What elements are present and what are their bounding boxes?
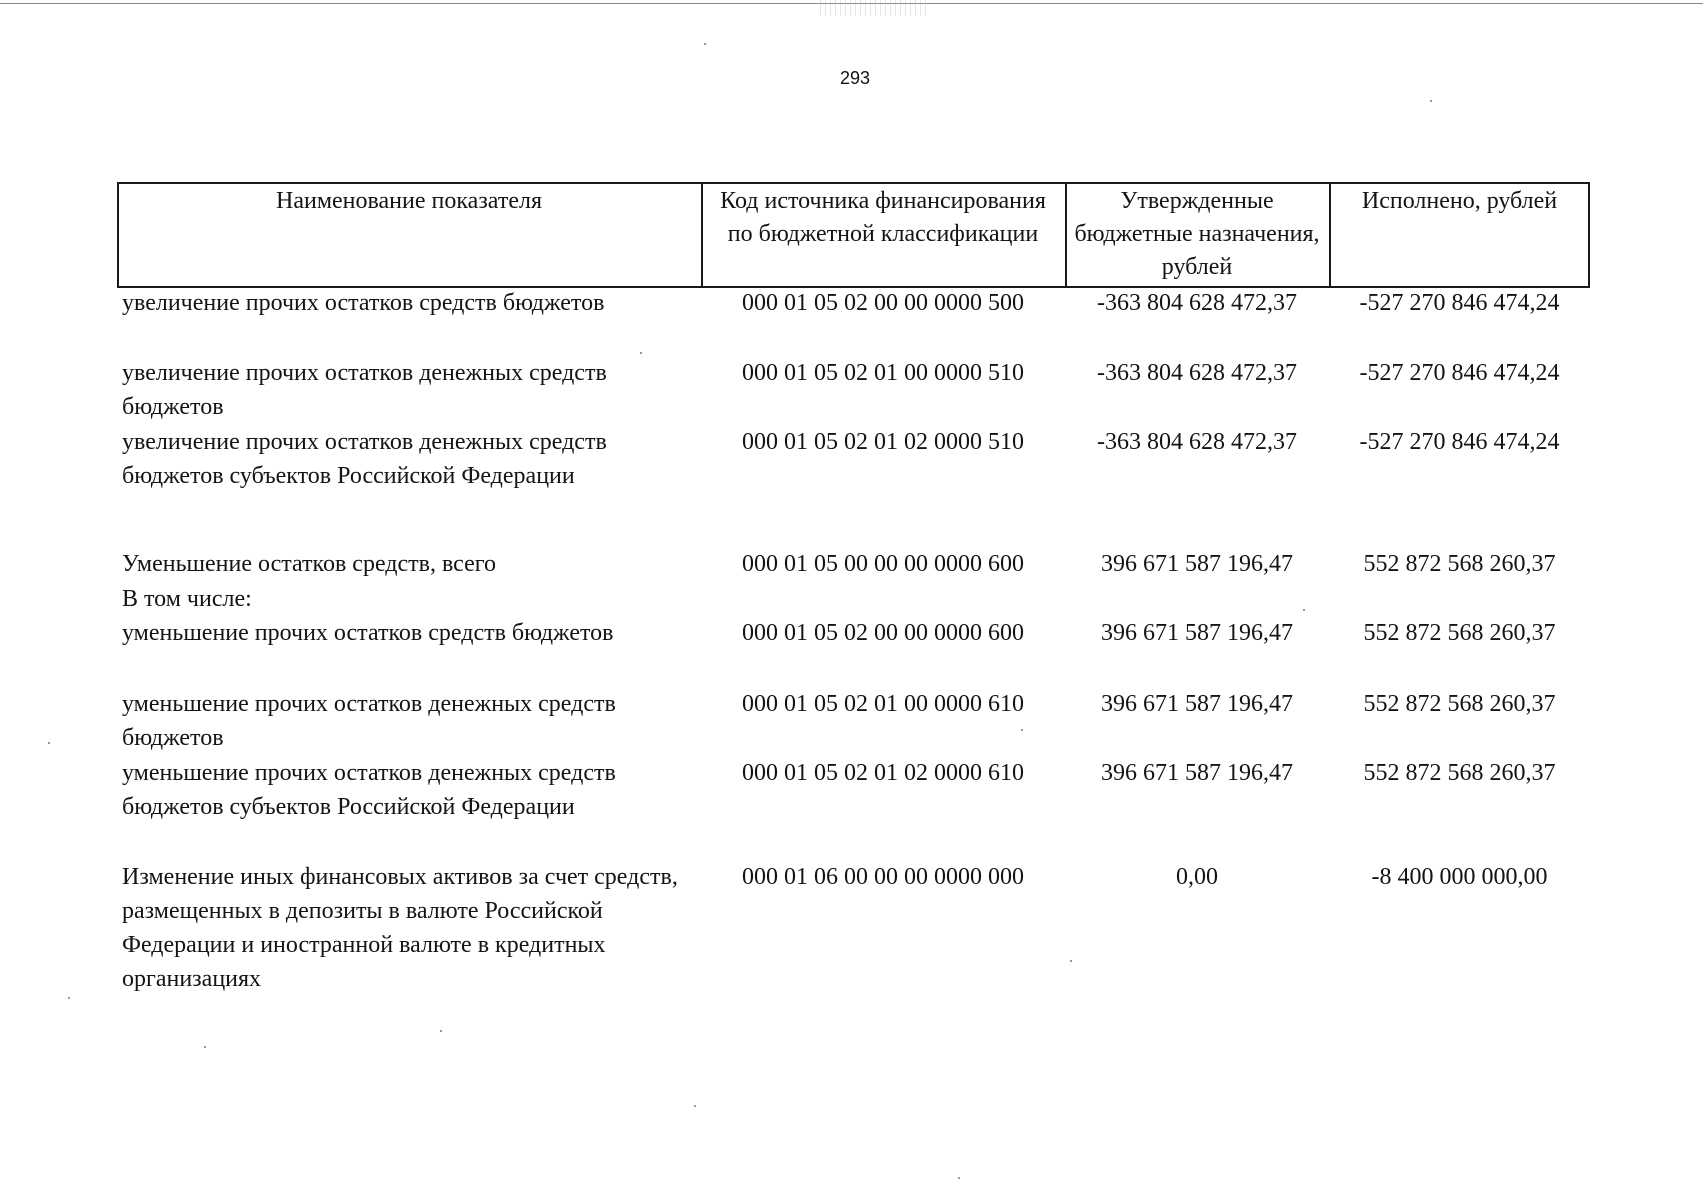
row-code: 000 01 06 00 00 00 0000 000 [742,864,1024,890]
row-code: 000 01 05 02 01 00 0000 510 [742,360,1024,386]
row-executed: 552 872 568 260,37 [1363,620,1556,646]
row-name: уменьшение прочих остатков денежных средств бюджетов [122,691,616,751]
scan-speck [958,1177,960,1179]
scan-speck [640,352,642,354]
page-number: 293 [839,68,871,88]
row-code: 000 01 05 02 00 00 0000 600 [742,620,1024,646]
header-code: Код источника финансирования по бюджетной классификации [720,188,1046,247]
scan-speck [204,1046,206,1048]
scan-speck [1303,609,1305,611]
scan-speck [1021,729,1023,731]
header-name: Наименование показателя [276,188,542,214]
row-approved: 396 671 587 196,47 [1101,551,1293,577]
header-approved: Утвержденные бюджетные назначения, рублей [1074,188,1320,280]
row-code: 000 01 05 02 01 00 0000 610 [742,691,1024,717]
row-code: 000 01 05 02 01 02 0000 510 [742,429,1024,455]
row-executed: 552 872 568 260,37 [1363,760,1556,786]
row-approved: 396 671 587 196,47 [1101,620,1293,646]
row-executed: 552 872 568 260,37 [1363,551,1556,577]
row-executed: -527 270 846 474,24 [1359,429,1560,455]
scan-speck [694,1105,696,1107]
row-approved: -363 804 628 472,37 [1097,429,1297,455]
row-code: 000 01 05 00 00 00 0000 600 [742,551,1024,577]
header-executed: Исполнено, рублей [1361,188,1558,214]
scan-speck [704,43,706,45]
scan-speck [68,997,70,999]
scan-speck [1430,100,1432,102]
row-executed: 552 872 568 260,37 [1363,691,1556,717]
row-approved: -363 804 628 472,37 [1097,360,1297,386]
row-name: увеличение прочих остатков средств бюджетов [122,290,605,316]
row-executed: -527 270 846 474,24 [1359,360,1560,386]
subtotal-label: В том числе: [122,586,252,612]
scan-speck [1070,960,1072,962]
row-name: Изменение иных финансовых активов за счет средств, размещенных в депозиты в валюте Российской Федерации и иностранной валюте в кредитных организациях [122,864,678,992]
row-name: увеличение прочих остатков денежных средств бюджетов субъектов Российской Федерации [122,429,607,489]
row-name: увеличение прочих остатков денежных средств бюджетов [122,360,607,420]
row-executed: -8 400 000 000,00 [1371,864,1548,890]
row-approved: -363 804 628 472,37 [1097,290,1297,316]
row-approved: 0,00 [1176,864,1218,890]
row-code: 000 01 05 02 01 02 0000 610 [742,760,1024,786]
row-approved: 396 671 587 196,47 [1101,760,1293,786]
row-executed: -527 270 846 474,24 [1359,290,1560,316]
scan-noise [820,0,930,16]
row-name: Уменьшение остатков средств, всего [122,551,497,577]
row-name: уменьшение прочих остатков денежных средств бюджетов субъектов Российской Федерации [122,760,616,820]
row-code: 000 01 05 02 00 00 0000 500 [742,290,1024,316]
row-name: уменьшение прочих остатков средств бюджетов [122,620,614,646]
scan-speck [48,742,50,744]
scan-speck [440,1030,442,1032]
row-approved: 396 671 587 196,47 [1101,691,1293,717]
